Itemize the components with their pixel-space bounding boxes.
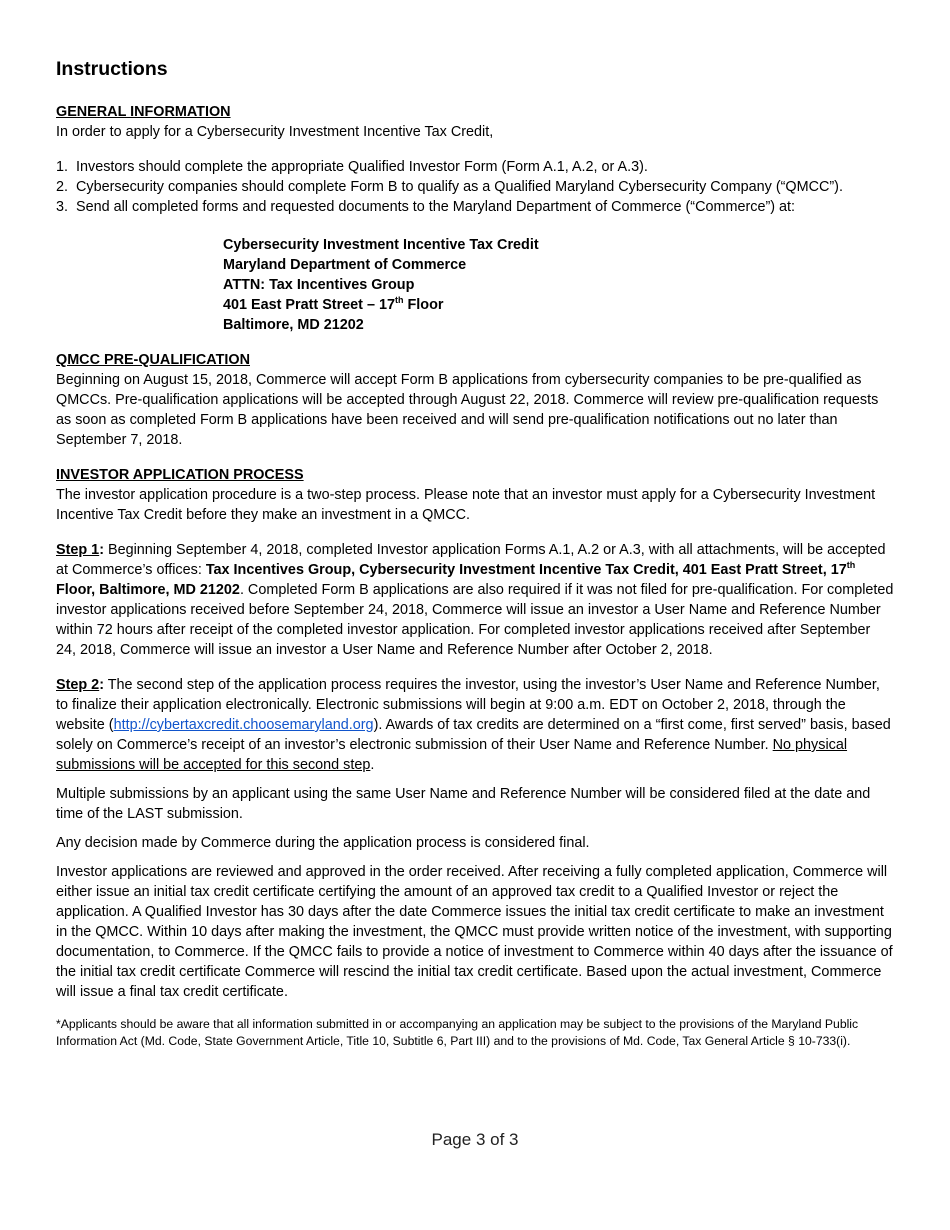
investor-heading: INVESTOR APPLICATION PROCESS: [56, 467, 304, 483]
list-item: 3. Send all completed forms and requested documents to the Maryland Department of Commerce (“Commerce”) at:: [56, 199, 796, 215]
step1-paragraph: Step 1: Beginning September 4, 2018, completed Investor application Forms A.1, A.2 or A.3, with all attachments, will be accepted at Commerce’s offices: Tax Incentives Group, Cybersecurity Investment Incentive Tax Credit, 401 East Pratt Street, 17th Floor, Baltimore, MD 21202. Completed Form B applications are also required if it was not filed for pre-qualification. For completed investor applications received before September 24, 2018, Commerce will issue an investor a User Name and Reference Number within 72 hours after receipt of the completed investor application. For completed investor applications received after September 24, 2018, Commerce will issue an investor a User Name and Reference Number after October 2, 2018.: [56, 542, 894, 658]
address-line: 401 East Pratt Street – 17th Floor: [223, 295, 444, 313]
website-link[interactable]: http://cybertaxcredit.choosemaryland.org: [113, 717, 374, 733]
step2-label: Step 2: [56, 677, 100, 693]
general-info-list: [56, 157, 894, 217]
step1-label: Step 1: [56, 542, 100, 558]
decision-paragraph: Any decision made by Commerce during the application process is considered final.: [56, 835, 590, 851]
multiple-submissions-paragraph: Multiple submissions by an applicant using the same User Name and Reference Number will be considered filed at the date and time of the LAST submission.: [56, 786, 871, 822]
document-page: [56, 56, 894, 1049]
general-info-intro: In order to apply for a Cybersecurity Investment Incentive Tax Credit,: [56, 124, 494, 140]
footnote: *Applicants should be aware that all information submitted in or accompanying an application may be subject to the provisions of the Maryland Public Information Act (Md. Code, State Government Article, Title 10, Subtitle 6, Part III) and to the provisions of Md. Code, Tax General Article § 10-733(i).: [56, 1017, 859, 1048]
address-line: Cybersecurity Investment Incentive Tax Credit: [223, 237, 539, 253]
review-paragraph: Investor applications are reviewed and approved in the order received. After receiving a fully completed application, Commerce will either issue an initial tax credit certificate certifying the amount of an approved tax credit to a Qualified Investor or reject the application. A Qualified Investor has 30 days after the date Commerce issues the initial tax credit certificate to make an investment in the QMCC. Within 10 days after making the investment, the QMCC must provide written notice of the investment, with supporting documentation, to Commerce. If the QMCC fails to provide a notice of investment to Commerce within 40 days after the issuance of the initial tax credit certificate Commerce will rescind the initial tax credit certificate. Based upon the actual investment, Commerce will issue a final tax credit certificate.: [56, 864, 893, 1000]
list-item: 2. Cybersecurity companies should complete Form B to qualify as a Qualified Maryland Cybersecurity Company (“QMCC”).: [56, 179, 843, 195]
page-title: Instructions: [56, 58, 168, 80]
general-info-heading: GENERAL INFORMATION: [56, 104, 231, 120]
list-item: 1. Investors should complete the appropriate Qualified Investor Form (Form A.1, A.2, or A.3).: [56, 159, 648, 175]
step2-paragraph: Step 2: The second step of the application process requires the investor, using the investor’s User Name and Reference Number, to finalize their application electronically. Electronic submissions will begin at 9:00 a.m. EDT on October 2, 2018, through the website (http://cybertaxcredit.choosemaryland.org). Awards of tax credits are determined on a “first come, first served” basis, based solely on Commerce’s receipt of an investor’s electronic submission of their User Name and Reference Number. No physical submissions will be accepted for this second step.: [56, 677, 891, 773]
page-number: Page 3 of 3: [431, 1130, 519, 1149]
address-line: Maryland Department of Commerce: [223, 257, 467, 273]
qmcc-paragraph: Beginning on August 15, 2018, Commerce will accept Form B applications from cybersecurity companies to be pre-qualified as QMCCs. Pre-qualification applications will be accepted through August 22, 2018. Commerce will review pre-qualification requests as soon as completed Form B applications have been received and will send pre-qualification notifications out no later than September 7, 2018.: [56, 372, 879, 448]
address-line: Baltimore, MD 21202: [223, 317, 364, 333]
mailing-address: [223, 235, 894, 335]
investor-intro: The investor application procedure is a two-step process. Please note that an investor must apply for a Cybersecurity Investment Incentive Tax Credit before they make an investment in a QMCC.: [56, 487, 876, 523]
qmcc-heading: QMCC PRE-QUALIFICATION: [56, 352, 250, 368]
address-line: ATTN: Tax Incentives Group: [223, 277, 415, 293]
